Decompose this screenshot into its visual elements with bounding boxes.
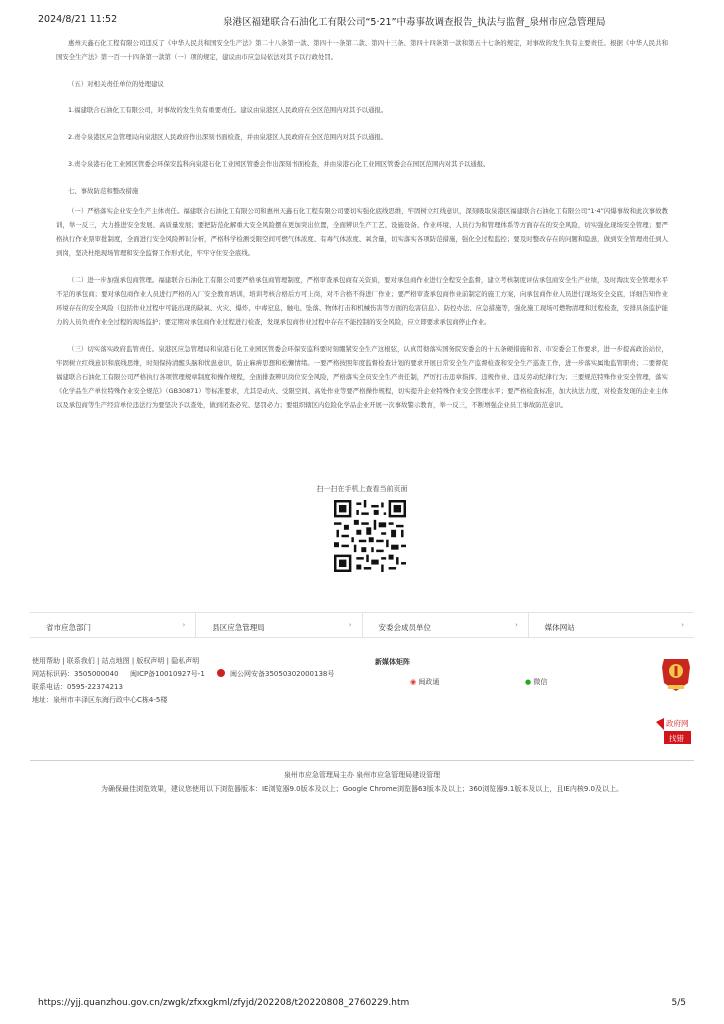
footer-divider: [30, 760, 694, 761]
svg-text:找错: 找错: [669, 734, 684, 743]
address: 地址：泉州市丰泽区东海行政中心C栋4-5楼: [32, 696, 168, 704]
suggestion-1: 1.福建联合石油化工有限公司，对事故的发生负有重要责任。建议由泉港区人民政府在全区范围内对其予以通报。: [68, 106, 388, 114]
chevron-right-icon: ›: [514, 621, 518, 629]
wechat-link[interactable]: ● 微信: [525, 678, 548, 686]
print-page-title: 泉港区福建联合石油化工有限公司“5·21”中毒事故调查报告_执法与监督_泉州市应急管理局: [223, 17, 606, 28]
section-heading-7: 七、事故防范和整改措施: [68, 187, 139, 195]
link-provincial-city-depts[interactable]: 省市应急部门 ›: [30, 613, 196, 637]
link-media-sites[interactable]: 媒体网站 ›: [544, 621, 684, 632]
site-id: 网站标识码：3505000040: [32, 670, 119, 678]
print-footer: [38, 998, 686, 1012]
svg-text:政府网: 政府网: [666, 719, 689, 728]
chevron-right-icon: ›: [348, 621, 352, 629]
chevron-right-icon: ›: [182, 621, 186, 629]
gov-error-report-link[interactable]: [654, 716, 692, 746]
weibo-icon: ◉: [410, 678, 417, 686]
measure-2: （二）进一步加强承包商管理。福建联合石油化工有限公司要严格承包商管理制度，严格审查承包商有关资质，要对承包商作业进行全程安全监督，建立考核制度评估承包商安全生产业绩，及时淘汰安全管理水平不足的承包商；要对承包商作业人员进行严格的入厂安全教育培训，培训考核合格后方可上岗，对不合格不得进厂作业；要严格审查承包商作业前制定的施工方案，向承包商作业人员进行现场安全交底，详细告知作业环境存在的安全风险（包括作业过程中可能出现的缺氧、火灾、爆炸、中毒窒息、触电、坠落、物体打击和机械伤害等方面的危害信息）、防控办法、应急措施等，强化施工现场可燃物清理和过程检查，安排具备监护能力的人员负责作业全过程的现场监护；要定期对承包商作业过程进行检查，发现承包商作业过程中存在不能控制的安全风险，应立即要求承包商停止作业。: [56, 276, 668, 326]
print-page-number: 5/5: [671, 998, 686, 1008]
article-body: [56, 36, 668, 425]
browser-advice: 为确保最佳浏览效果，建议您使用以下浏览器版本：IE浏览器9.0版本及以上；Google Chrome浏览器63版本及以上；360浏览器9.1版本及以上，且IE内核9.0及以上。: [100, 785, 623, 793]
wechat-icon: ●: [525, 678, 532, 686]
gov-error-icon: [654, 716, 692, 746]
measure-1: （一）严格落实企业安全生产主体责任。福建联合石油化工有限公司和惠州天鑫石化工程有限公司要切实强化底线思维，牢固树立红线意识，深刻吸取泉港区福建联合石油化工有限公司“1·4”闪爆事故和此次事故教训，举一反三，大力推进安全发展、高质量发展；要把防范化解重大安全风险摆在更加突出位置，全面辨识生产工艺、设施设备、作业环境、人员行为和管理体系等方面存在的安全风险，切实强化现场安全管理；要严格执行作业票审批制度，全面进行安全风险辨识分析，严格科学检测受限空间可燃气体浓度、有毒气体浓度、氧含量，切实落实各项防范措施，强化全过程监控；要及时整改存在的问题和隐患，做到安全管理责任到人到岗，坚决杜绝现场管理和安全监督工作形式化，牢牢守住安全底线。: [56, 207, 668, 257]
print-header: [38, 14, 686, 28]
footer-nav[interactable]: 使用帮助 | 联系我们 | 站点地图 | 版权声明 | 隐私声明: [32, 657, 200, 665]
section-heading-5: （五）对相关责任单位的处理建议: [68, 80, 164, 88]
qr-code-icon: [334, 500, 406, 572]
print-url: https://yjj.quanzhou.gov.cn/zwgk/zfxxgkml/zfyjd/202208/t20220808_2760229.htm: [38, 998, 410, 1008]
chevron-right-icon: ›: [681, 621, 684, 629]
party-gov-emblem-icon[interactable]: [660, 657, 692, 695]
link-safety-committee-members[interactable]: 安委会成员单位 ›: [363, 613, 529, 637]
paragraph-liability: 惠州天鑫石化工程有限公司违反了《中华人民共和国安全生产法》第二十八条第一款、第四十一条第二款、第四十三条、第四十四条第一款和第五十七条的规定，对事故的发生负有主要责任。根据《中华人民共和国安全生产法》第一百一十四条第一款第（一）项的规定，建议由市应急局依法对其予以行政处罚。: [56, 39, 668, 61]
mzt-link[interactable]: ◉ 闽政通: [410, 678, 440, 686]
measure-3: （三）切实落实政府监管责任。泉港区应急管理局和泉港石化工业园区管委会环保安监科要时刻绷紧安全生产这根弦，认真贯彻落实国务院安委会的十五条硬措施和省、市安委会工作要求，进一步提高政治站位，牢固树立红线意识和底线思维，时刻保持清醒头脑和忧患意识，防止麻痹思想和松懈情绪。一要严格按照年度监督检查计划的要求开展日常安全生产监督检查和安全生产巡查工作，进一步落实属地监管职责；二要督促福建联合石油化工有限公司严格执行各项管理规章制度和操作规程，全面排查辨识岗位安全风险，严格落实全员安全生产责任制，严厉打击违章指挥、违规作业、违反劳动纪律行为；三要规范特殊作业安全管理，落实《化学品生产单位特殊作业安全规范》（GB30871）等标准要求，尤其是动火、受限空间、高处作业等要严格操作规程，切实提升企业特殊作业安全管理水平；要严格检查标准，加大执法力度，对检查发现的企业主体以及承包商等生产经营单位违法行为要坚决予以查处，做到闭查必究、惩罚必力；要组织辖区内危险化学品企业开展一次事故警示教育，举一反三，不断增强企业员工事故防范意识。: [56, 345, 668, 409]
police-record[interactable]: 闽公网安备35050302000138号: [230, 670, 335, 678]
link-county-district-bureaus[interactable]: 县区应急管理局 ›: [196, 613, 362, 637]
print-datetime: 2024/8/21 11:52: [38, 14, 118, 25]
related-links-bar: [30, 612, 694, 638]
contact-phone: 联系电话：0595-22374213: [32, 683, 123, 691]
new-media-title: 新媒体矩阵: [375, 658, 410, 666]
qr-caption: 扫一扫在手机上查看当前页面: [316, 485, 408, 493]
sponsor-info: 泉州市应急管理局主办 泉州市应急管理局建设管理: [283, 771, 441, 779]
suggestion-3: 3.责令泉港石化工业园区管委会环保安监科向泉港石化工业园区管委会作出深刻书面检查，并由泉港石化工业园区管委会在园区范围内对其予以通报。: [68, 160, 490, 168]
suggestion-2: 2.责令泉港区应急管理局向泉港区人民政府作出深刻书面检查，并由泉港区人民政府在全区范围内对其予以通报。: [68, 133, 388, 141]
icp-number[interactable]: 闽ICP备10010927号-1: [130, 670, 205, 678]
